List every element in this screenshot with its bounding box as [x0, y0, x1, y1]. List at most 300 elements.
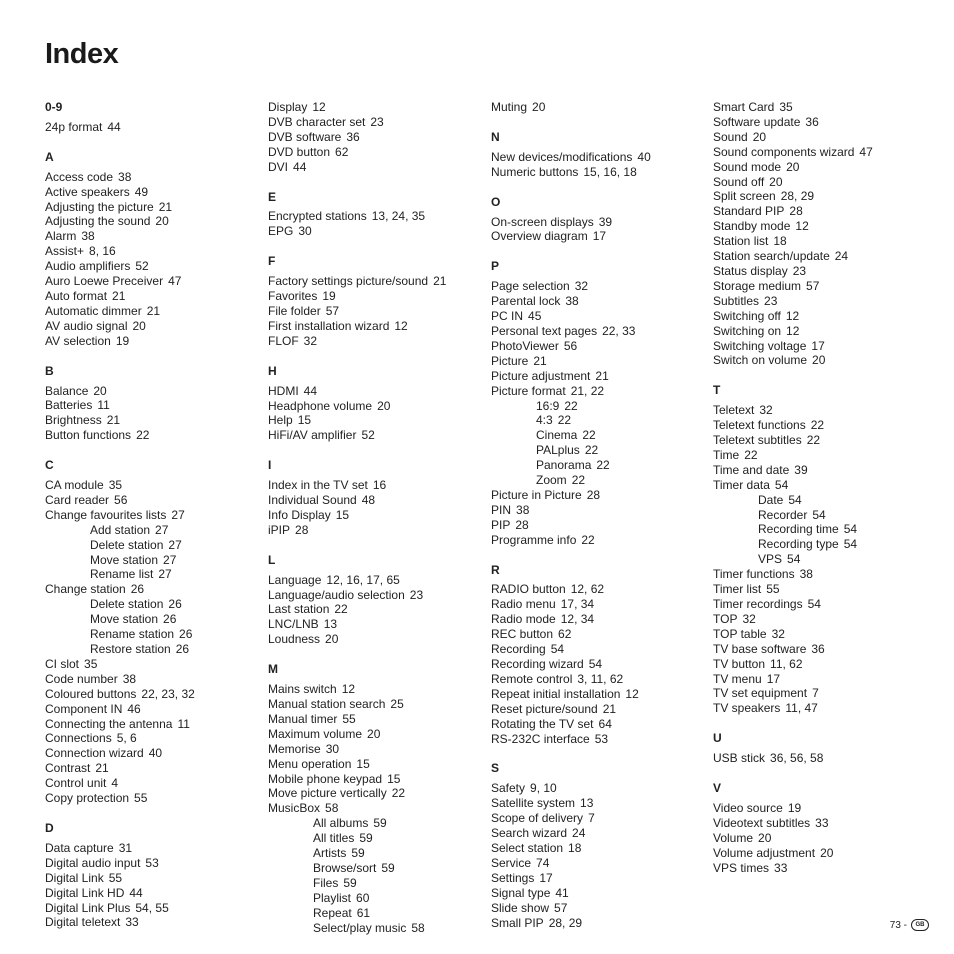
entry-pages: 33 — [815, 815, 829, 830]
entry-pages: 27 — [155, 522, 169, 537]
index-entry — [713, 582, 928, 597]
index-entry — [268, 757, 483, 772]
entry-term: Recording — [491, 642, 546, 657]
entry-pages: 38 — [799, 567, 813, 582]
entry-term: Adjusting the picture — [45, 199, 154, 214]
entry-term: Maximum volume — [268, 726, 363, 741]
entry-term: RADIO button — [491, 582, 566, 597]
entry-term: Restore station — [90, 642, 171, 656]
entry-term: Slide show — [491, 900, 550, 915]
index-entry — [45, 776, 260, 791]
index-entry — [268, 617, 483, 632]
entry-pages: 38 — [81, 229, 95, 244]
index-entry — [713, 751, 928, 766]
entry-term: Volume adjustment — [713, 845, 816, 860]
index-entry — [491, 672, 706, 687]
index-entry — [45, 428, 260, 443]
entry-term: Auro Loewe Preceiver — [45, 274, 164, 289]
section-letter: L — [268, 552, 276, 567]
entry-term: Switching on — [713, 323, 782, 338]
entry-pages: 31 — [118, 840, 133, 855]
entry-term: PhotoViewer — [491, 338, 559, 353]
entry-pages: 12 — [312, 100, 326, 114]
entry-term: Switch on volume — [713, 353, 808, 368]
entry-pages: 12, 16, 17, 65 — [326, 572, 400, 587]
index-entry — [45, 746, 260, 761]
index-entry — [268, 632, 483, 647]
index-column-1 — [45, 100, 260, 945]
index-entry — [45, 120, 260, 135]
entry-pages: 27 — [171, 507, 185, 522]
index-entry — [268, 413, 483, 428]
entry-pages: 38 — [565, 294, 579, 309]
index-entry — [491, 339, 706, 354]
index-entry — [268, 145, 483, 160]
entry-term: Digital Link — [45, 870, 104, 885]
entry-term: Repeat — [313, 905, 352, 920]
entry-pages: 15 — [297, 413, 312, 428]
entry-pages: 11 — [177, 716, 190, 731]
entry-term: Select station — [491, 840, 564, 855]
index-subentry — [45, 523, 260, 538]
section-letter: H — [268, 363, 277, 378]
index-subentry — [713, 522, 928, 537]
entry-term: Change station — [45, 582, 126, 597]
entry-pages: 19 — [322, 289, 336, 304]
index-entry — [713, 264, 928, 279]
entry-term: Access code — [45, 169, 114, 184]
entry-term: Settings — [491, 870, 535, 885]
entry-pages: 54 — [550, 642, 565, 657]
index-entry — [491, 384, 706, 399]
entry-pages: 12 — [786, 323, 800, 338]
entry-pages: 21 — [95, 761, 109, 776]
index-entry — [45, 214, 260, 229]
entry-term: New devices/modifications — [491, 149, 633, 164]
entry-term: Picture adjustment — [491, 368, 591, 383]
index-subentry — [45, 567, 260, 582]
index-entry — [45, 229, 260, 244]
entry-term: Rename station — [90, 627, 175, 642]
entry-term: Recording wizard — [491, 657, 584, 671]
entry-term: Time and date — [713, 462, 790, 477]
index-section — [491, 563, 706, 747]
index-entry — [45, 185, 260, 200]
entry-pages: 22 — [806, 433, 821, 448]
index-entry — [491, 279, 706, 294]
index-entry — [713, 701, 928, 716]
entry-term: CA module — [45, 478, 104, 493]
index-entry — [268, 602, 483, 617]
index-entry — [268, 209, 483, 224]
entry-term: Timer data — [713, 477, 770, 492]
entry-pages: 38 — [118, 169, 132, 184]
index-entry — [713, 219, 928, 234]
entry-term: Card reader — [45, 492, 110, 507]
entry-term: Factory settings picture/sound — [268, 274, 429, 289]
entry-term: MusicBox — [268, 801, 321, 816]
entry-term: Muting — [491, 100, 528, 114]
entry-pages: 55 — [134, 791, 148, 806]
index-entry — [268, 697, 483, 712]
entry-term: Files — [313, 875, 339, 890]
entry-term: Coloured buttons — [45, 686, 137, 701]
entry-pages: 59 — [359, 831, 373, 846]
index-section — [713, 781, 928, 875]
entry-term: TV menu — [713, 671, 762, 686]
index-entry — [713, 403, 928, 418]
entry-pages: 38 — [122, 671, 137, 686]
index-entry — [45, 304, 260, 319]
index-entry — [491, 165, 706, 180]
entry-pages: 28, 29 — [780, 189, 815, 204]
entry-term: Auto format — [45, 288, 108, 303]
entry-pages: 12 — [394, 318, 408, 333]
section-letter: M — [268, 662, 278, 677]
entry-term: Search wizard — [491, 826, 568, 841]
entry-term: Repeat initial installation — [491, 686, 621, 701]
index-entry — [45, 915, 260, 930]
index-entry — [713, 642, 928, 657]
entry-pages: 22 — [334, 602, 348, 617]
entry-pages: 20 — [812, 353, 826, 368]
entry-term: File folder — [268, 303, 321, 318]
index-entry — [45, 886, 260, 901]
index-entry — [268, 682, 483, 697]
entry-pages: 32 — [303, 333, 318, 348]
index-entry — [491, 627, 706, 642]
entry-term: TV set equipment — [713, 686, 808, 701]
index-subentry — [45, 597, 260, 612]
entry-term: Switching voltage — [713, 338, 807, 353]
index-entry — [45, 319, 260, 334]
entry-term: Help — [268, 413, 293, 428]
entry-pages: 18 — [568, 840, 582, 855]
entry-pages: 21 — [533, 353, 547, 368]
entry-term: 16:9 — [536, 398, 560, 413]
entry-term: DVB character set — [268, 114, 366, 129]
entry-pages: 12, 62 — [570, 582, 605, 597]
entry-pages: 19 — [787, 800, 802, 815]
index-section — [268, 100, 483, 175]
entry-pages: 52 — [135, 259, 149, 274]
entry-term: Loudness — [268, 632, 321, 647]
entry-term: First installation wizard — [268, 318, 390, 333]
entry-pages: 35 — [779, 100, 793, 114]
index-subentry — [45, 612, 260, 627]
page-footer — [890, 919, 929, 931]
entry-pages: 57 — [806, 278, 820, 293]
entry-pages: 47 — [168, 274, 182, 289]
section-letter: D — [45, 820, 54, 835]
index-column-4 — [713, 100, 928, 891]
index-entry — [45, 731, 260, 746]
entry-term: Playlist — [313, 890, 352, 905]
index-entry — [491, 582, 706, 597]
entry-term: VPS times — [713, 860, 770, 875]
index-entry — [713, 448, 928, 463]
entry-term: PIN — [491, 502, 512, 517]
entry-term: Artists — [313, 846, 347, 861]
entry-pages: 53 — [145, 855, 159, 870]
entry-term: Sound mode — [713, 159, 782, 174]
entry-term: Manual station search — [268, 697, 386, 711]
index-entry — [45, 702, 260, 717]
entry-term: Scope of delivery — [491, 811, 584, 826]
index-entry — [491, 612, 706, 627]
entry-term: Connection wizard — [45, 746, 144, 761]
entry-pages: 21 — [106, 413, 121, 428]
entry-term: Delete station — [90, 537, 164, 552]
entry-term: Zoom — [536, 473, 567, 488]
entry-pages: 26 — [168, 597, 182, 612]
entry-pages: 28 — [586, 487, 601, 502]
index-entry — [713, 657, 928, 672]
entry-pages: 12 — [625, 686, 639, 701]
entry-term: Mains switch — [268, 682, 337, 697]
entry-pages: 20 — [532, 100, 546, 114]
index-section — [491, 761, 706, 930]
entry-term: Timer recordings — [713, 597, 803, 611]
entry-pages: 54 — [774, 477, 789, 492]
entry-pages: 20 — [93, 383, 107, 398]
entry-pages: 22 — [391, 786, 406, 801]
index-subentry — [268, 816, 483, 831]
index-entry — [491, 702, 706, 717]
entry-pages: 7 — [588, 811, 595, 826]
entry-pages: 28, 29 — [548, 915, 583, 930]
entry-term: Recorder — [758, 507, 808, 522]
entry-pages: 11, 47 — [785, 701, 818, 716]
entry-pages: 20 — [325, 632, 339, 647]
entry-pages: 74 — [536, 855, 550, 870]
entry-pages: 22, 23, 32 — [141, 686, 195, 701]
index-entry — [45, 334, 260, 349]
index-entry — [713, 418, 928, 433]
index-entry — [713, 567, 928, 582]
entry-pages: 33 — [125, 915, 139, 930]
entry-pages: 9, 10 — [530, 781, 557, 796]
entry-term: Status display — [713, 263, 788, 278]
entry-term: Display — [268, 100, 308, 114]
index-entry — [45, 841, 260, 856]
entry-pages: 12, 34 — [560, 612, 595, 627]
entry-pages: 8, 16 — [89, 244, 116, 259]
entry-term: Volume — [713, 830, 754, 845]
entry-pages: 41 — [555, 885, 569, 900]
page-title: Index — [45, 38, 119, 70]
index-entry — [491, 229, 706, 244]
index-entry — [713, 463, 928, 478]
index-entry — [268, 289, 483, 304]
entry-term: USB stick — [713, 751, 766, 766]
entry-pages: 44 — [293, 159, 307, 174]
entry-term: Code number — [45, 671, 118, 686]
index-entry — [268, 384, 483, 399]
entry-pages: 22 — [744, 447, 758, 462]
entry-pages: 12 — [785, 308, 800, 323]
entry-pages: 22 — [571, 473, 586, 488]
entry-term: LNC/LNB — [268, 617, 319, 632]
index-subentry — [713, 537, 928, 552]
entry-term: Language — [268, 572, 322, 587]
index-entry — [45, 761, 260, 776]
entry-term: Move picture vertically — [268, 786, 387, 801]
entry-term: CI slot — [45, 656, 80, 671]
index-entry — [45, 687, 260, 702]
index-entry — [713, 612, 928, 627]
index-entry — [268, 100, 483, 115]
entry-term: Programme info — [491, 532, 577, 547]
entry-term: Timer list — [713, 582, 762, 597]
entry-term: Standard PIP — [713, 204, 785, 219]
index-entry — [713, 672, 928, 687]
index-entry — [491, 886, 706, 901]
entry-pages: 27 — [168, 537, 182, 552]
entry-pages: 15 — [335, 507, 350, 522]
entry-pages: 15 — [387, 771, 401, 786]
entry-term: Remote control — [491, 671, 573, 686]
index-entry — [713, 145, 928, 160]
entry-pages: 25 — [390, 697, 404, 711]
entry-term: Manual timer — [268, 711, 338, 726]
entry-pages: 20 — [367, 726, 381, 741]
index-entry — [268, 772, 483, 787]
entry-term: Digital Link Plus — [45, 900, 131, 915]
entry-pages: 32 — [574, 279, 589, 294]
entry-term: TV base software — [713, 641, 807, 656]
index-entry — [491, 657, 706, 672]
index-section — [268, 254, 483, 348]
entry-pages: 27 — [163, 552, 177, 567]
section-letter: V — [713, 781, 722, 796]
entry-term: Sound — [713, 129, 748, 144]
entry-term: On-screen displays — [491, 214, 594, 229]
entry-term: Station search/update — [713, 249, 830, 264]
entry-term: Audio amplifiers — [45, 259, 131, 274]
entry-pages: 54 — [787, 552, 801, 567]
entry-pages: 64 — [598, 716, 612, 731]
index-entry — [268, 523, 483, 538]
entry-term: Contrast — [45, 761, 91, 776]
entry-pages: 19 — [115, 333, 130, 348]
entry-term: Alarm — [45, 229, 77, 244]
entry-term: Storage medium — [713, 278, 802, 293]
index-entry — [45, 259, 260, 274]
index-subentry — [45, 538, 260, 553]
index-section — [45, 821, 260, 930]
entry-pages: 22 — [596, 458, 610, 473]
entry-term: Menu operation — [268, 756, 352, 771]
entry-term: Parental lock — [491, 294, 561, 309]
index-entry — [491, 100, 706, 115]
index-entry — [45, 672, 260, 687]
entry-pages: 7 — [812, 686, 819, 701]
index-entry — [713, 279, 928, 294]
index-entry — [268, 727, 483, 742]
entry-pages: 5, 6 — [116, 731, 137, 746]
index-entry — [713, 627, 928, 642]
index-section — [45, 364, 260, 444]
entry-term: Panorama — [536, 458, 592, 473]
entry-pages: 22 — [810, 418, 825, 433]
entry-pages: 54 — [843, 537, 858, 552]
index-subentry — [45, 642, 260, 657]
entry-pages: 52 — [361, 428, 375, 443]
entry-term: Info Display — [268, 507, 331, 522]
entry-pages: 59 — [343, 875, 357, 890]
entry-pages: 28 — [515, 517, 529, 532]
index-entry — [45, 791, 260, 806]
entry-term: Software update — [713, 114, 801, 129]
entry-term: Recording type — [758, 537, 839, 552]
entry-pages: 60 — [356, 890, 370, 905]
index-entry — [713, 294, 928, 309]
entry-pages: 21 — [595, 368, 609, 383]
index-entry — [268, 478, 483, 493]
entry-term: Safety — [491, 781, 526, 796]
entry-pages: 49 — [134, 184, 149, 199]
index-entry — [268, 712, 483, 727]
entry-term: All albums — [313, 816, 369, 831]
entry-term: Move station — [90, 612, 159, 627]
index-column-2 — [268, 100, 483, 951]
index-entry — [713, 801, 928, 816]
index-entry — [713, 433, 928, 448]
entry-pages: 30 — [298, 224, 312, 239]
entry-pages: 40 — [637, 149, 651, 164]
entry-pages: 17 — [592, 229, 607, 244]
entry-term: Teletext functions — [713, 418, 806, 433]
index-subentry — [713, 508, 928, 523]
entry-pages: 23 — [370, 114, 384, 129]
index-entry — [491, 150, 706, 165]
index-entry — [713, 115, 928, 130]
entry-term: Component IN — [45, 701, 123, 716]
index-section — [491, 130, 706, 180]
entry-pages: 12 — [795, 219, 809, 234]
index-entry — [268, 224, 483, 239]
index-entry — [45, 274, 260, 289]
index-section — [45, 100, 260, 135]
section-letter: T — [713, 383, 721, 398]
entry-term: Data capture — [45, 840, 114, 855]
entry-pages: 20 — [377, 398, 391, 413]
entry-term: Overview diagram — [491, 229, 588, 244]
index-entry — [268, 399, 483, 414]
entry-term: Control unit — [45, 776, 107, 791]
entry-term: Numeric buttons — [491, 164, 579, 179]
entry-pages: 32 — [742, 611, 756, 626]
index-entry — [491, 717, 706, 732]
entry-pages: 58 — [325, 801, 339, 816]
entry-pages: 62 — [558, 627, 572, 642]
entry-term: Move station — [90, 552, 159, 567]
index-subentry — [491, 399, 706, 414]
entry-term: Digital audio input — [45, 855, 141, 870]
entry-pages: 20 — [752, 129, 767, 144]
index-subentry — [268, 876, 483, 891]
index-entry — [713, 204, 928, 219]
entry-pages: 39 — [794, 462, 808, 477]
section-letter: O — [491, 194, 501, 209]
entry-term: HiFi/AV amplifier — [268, 428, 357, 443]
index-entry — [713, 478, 928, 493]
index-section — [268, 190, 483, 240]
entry-pages: 56 — [563, 338, 578, 353]
index-section — [491, 195, 706, 245]
index-entry — [491, 369, 706, 384]
